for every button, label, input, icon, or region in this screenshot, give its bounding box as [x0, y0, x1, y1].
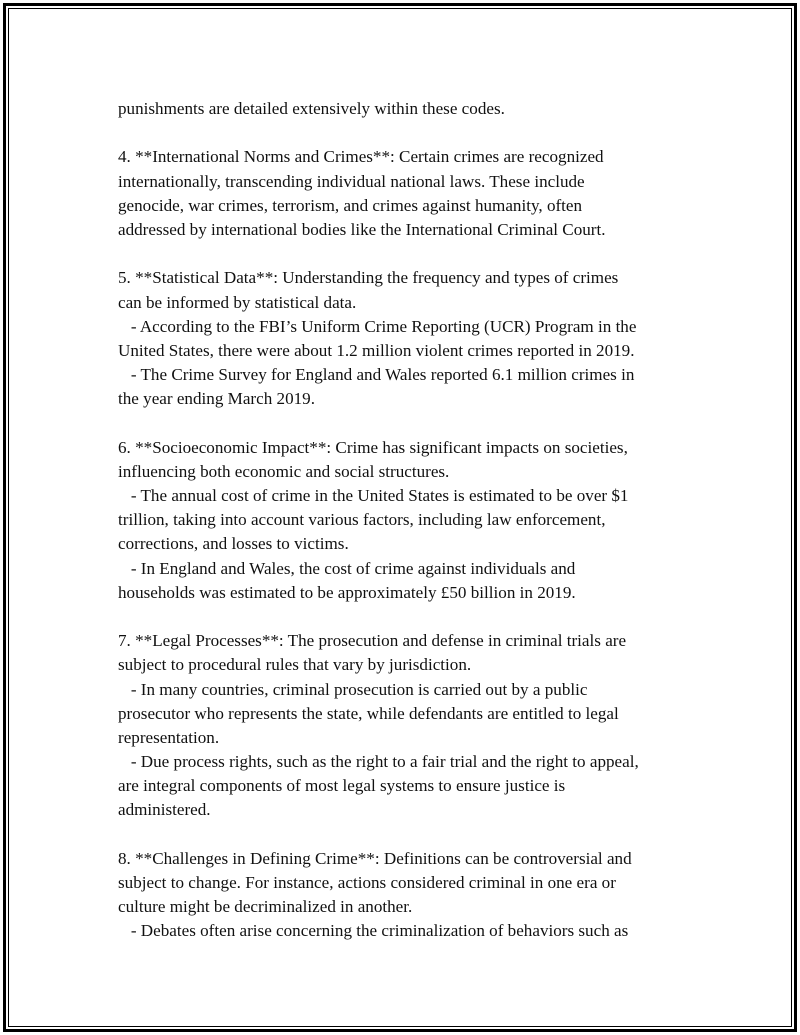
text-line: - The annual cost of crime in the United States is estimated to be over $1	[118, 486, 629, 505]
paragraph-spacer	[118, 242, 718, 266]
text-line: - According to the FBI’s Uniform Crime Reporting (UCR) Program in the	[118, 316, 637, 336]
document-body	[118, 97, 718, 944]
paragraph	[118, 847, 718, 944]
text-line: influencing both economic and social structures.	[118, 461, 450, 481]
paragraph-spacer	[118, 605, 718, 629]
text-line: 6. **Socioeconomic Impact**: Crime has significant impacts on societies,	[118, 437, 628, 457]
text-line: culture might be decriminalized in another.	[118, 897, 413, 917]
paragraph-spacer	[118, 823, 718, 847]
paragraph	[118, 629, 718, 823]
text-line: the year ending March 2019.	[118, 389, 315, 409]
paragraph	[118, 266, 718, 411]
text-line: - The Crime Survey for England and Wales reported 6.1 million crimes in	[118, 365, 635, 385]
text-line: administered.	[118, 800, 211, 820]
text-line: trillion, taking into account various factors, including law enforcement,	[118, 510, 606, 530]
text-line: 7. **Legal Processes**: The prosecution and defense in criminal trials are	[118, 631, 627, 651]
page-border	[3, 3, 797, 1032]
text-line: - Due process rights, such as the right to a fair trial and the right to appeal,	[118, 752, 639, 772]
text-line: households was estimated to be approximately £50 billion in 2019.	[118, 582, 576, 602]
text-line: prosecutor who represents the state, while defendants are entitled to legal	[118, 703, 619, 723]
text-line: - Debates often arise concerning the criminalization of behaviors such as	[118, 921, 629, 941]
text-line: punishments are detailed extensively within these codes.	[118, 99, 505, 118]
paragraph	[118, 97, 718, 121]
paragraph	[118, 145, 718, 242]
text-line: 4. **International Norms and Crimes**: Certain crimes are recognized	[118, 147, 604, 167]
text-line: corrections, and losses to victims.	[118, 534, 349, 554]
text-line: United States, there were about 1.2 million violent crimes reported in 2019.	[118, 340, 635, 360]
text-line: - In many countries, criminal prosecution is carried out by a public	[118, 679, 588, 699]
text-line: - In England and Wales, the cost of crime against individuals and	[118, 558, 576, 578]
text-line: internationally, transcending individual national laws. These include	[118, 171, 585, 191]
paragraph	[118, 436, 718, 605]
text-line: are integral components of most legal systems to ensure justice is	[118, 776, 566, 796]
text-line: 5. **Statistical Data**: Understanding the frequency and types of crimes	[118, 268, 619, 288]
text-line: 8. **Challenges in Defining Crime**: Definitions can be controversial and	[118, 848, 632, 868]
text-line: genocide, war crimes, terrorism, and crimes against humanity, often	[118, 195, 583, 215]
text-line: addressed by international bodies like the International Criminal Court.	[118, 219, 606, 239]
text-line: representation.	[118, 727, 220, 747]
text-line: subject to procedural rules that vary by jurisdiction.	[118, 655, 472, 675]
text-line: subject to change. For instance, actions considered criminal in one era or	[118, 873, 616, 892]
paragraph-spacer	[118, 411, 718, 435]
paragraph-spacer	[118, 121, 718, 145]
text-line: can be informed by statistical data.	[118, 292, 357, 312]
